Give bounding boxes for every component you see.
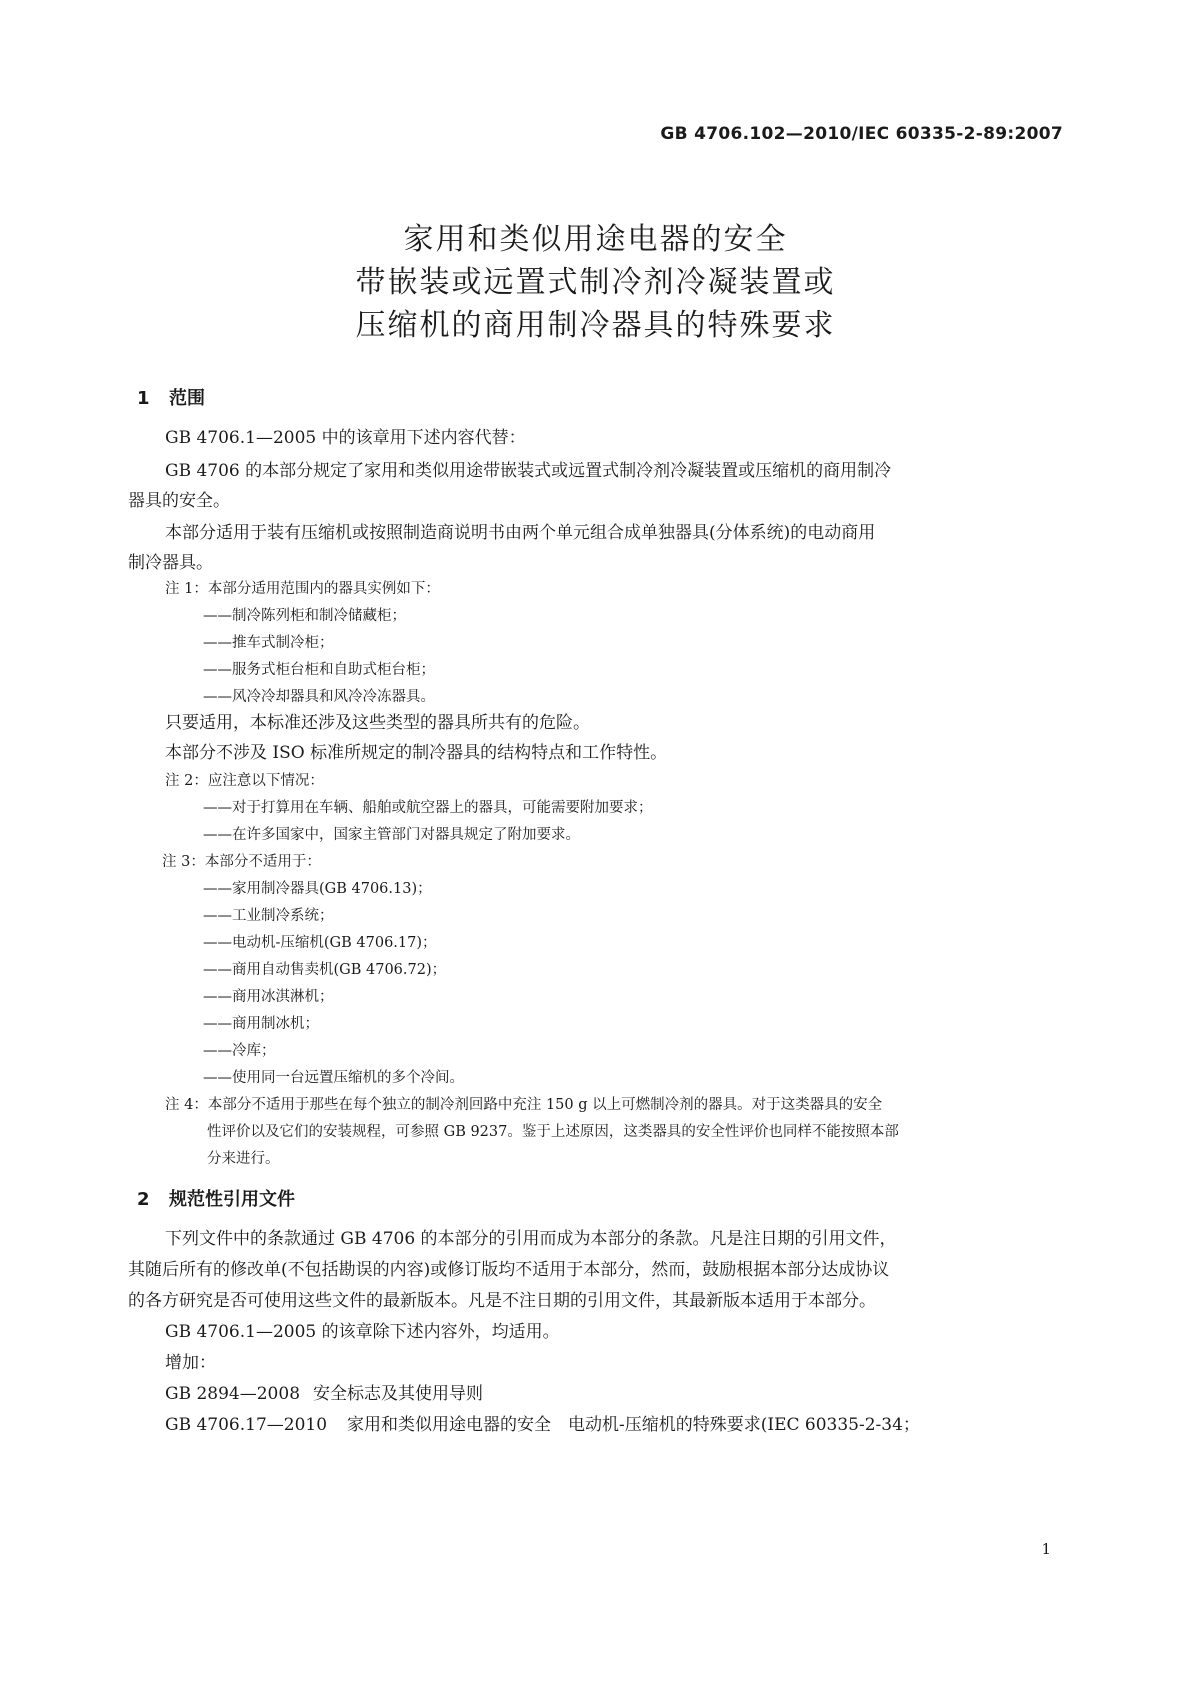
reference-entry: [165, 1410, 920, 1440]
section-2-paragraph-1-line-1: 下列文件中的条款通过 GB 4706 的本部分的引用而成为本部分的条款。凡是注日期的引用文件，: [165, 1229, 897, 1249]
note-1-label: 注 1：本部分适用范围内的器具实例如下：: [165, 581, 440, 597]
note-1-item: ——制冷陈列柜和制冷储藏柜；: [203, 608, 406, 624]
section-1-number: 1: [137, 388, 150, 409]
reference-title: 家用和类似用途电器的安全 电动机-压缩机的特殊要求(IEC 60335-2-34；: [347, 1415, 920, 1435]
section-1-paragraph-2-line-1: GB 4706 的本部分规定了家用和类似用途带嵌装式或远置式制冷剂冷凝装置或压缩机的商用制冷: [165, 461, 892, 481]
section-1-heading: [137, 384, 205, 410]
section-2-title: 规范性引用文件: [169, 1189, 295, 1210]
note-1-item: ——风冷冷却器具和风冷冷冻器具。: [203, 689, 435, 705]
title-line-3: 压缩机的商用制冷器具的特殊要求: [355, 308, 836, 343]
title-line-2: 带嵌装或远置式制冷剂冷凝装置或: [355, 265, 836, 300]
note-3-item: ——家用制冷器具(GB 4706.13)；: [203, 881, 432, 897]
note-3-item: ——商用冰淇淋机；: [203, 989, 334, 1005]
note-3-item: ——电动机-压缩机(GB 4706.17)；: [203, 935, 437, 951]
note-2-item: ——在许多国家中，国家主管部门对器具规定了附加要求。: [203, 827, 580, 843]
note-3-item: ——使用同一台远置压缩机的多个冷间。: [203, 1070, 464, 1086]
section-1-paragraph-3-line-1: 本部分适用于装有压缩机或按照制造商说明书由两个单元组合成单独器具(分体系统)的电动商用: [165, 523, 876, 543]
reference-code: GB 2894—2008: [165, 1384, 301, 1404]
note-4-line-1: 注 4：本部分不适用于那些在每个独立的制冷剂回路中充注 150 g 以上可燃制冷剂的器具。对于这类器具的安全: [165, 1097, 883, 1113]
section-2-paragraph-3: 增加：: [165, 1353, 216, 1373]
section-2-paragraph-1-line-2: 其随后所有的修改单(不包括勘误的内容)或修订版均不适用于本部分，然而，鼓励根据本部分达成协议: [128, 1260, 890, 1280]
note-2-item: ——对于打算用在车辆、船舶或航空器上的器具，可能需要附加要求；: [203, 800, 653, 816]
note-3-item: ——工业制冷系统；: [203, 908, 334, 924]
note-3-item: ——商用自动售卖机(GB 4706.72)；: [203, 962, 447, 978]
section-2-number: 2: [137, 1189, 150, 1210]
section-1-paragraph-5: 本部分不涉及 ISO 标准所规定的制冷器具的结构特点和工作特性。: [165, 743, 668, 763]
section-2-heading: [137, 1185, 295, 1211]
section-1-paragraph-1: GB 4706.1—2005 中的该章用下述内容代替：: [165, 428, 526, 448]
reference-entry: [165, 1379, 483, 1409]
title-line-1: 家用和类似用途电器的安全: [403, 222, 788, 257]
note-1-item: ——服务式柜台柜和自助式柜台柜；: [203, 662, 435, 678]
section-1-paragraph-3-line-2: 制冷器具。: [128, 553, 213, 573]
page-number: 1: [1041, 1540, 1051, 1558]
section-2-paragraph-2: GB 4706.1—2005 的该章除下述内容外，均适用。: [165, 1322, 560, 1342]
section-1-title: 范围: [169, 388, 205, 409]
standard-code: GB 4706.102—2010/IEC 60335-2-89:2007: [660, 124, 1063, 144]
note-4-line-2: 性评价以及它们的安装规程，可参照 GB 9237。鉴于上述原因，这类器具的安全性评价也同样不能按照本部: [207, 1124, 899, 1140]
section-1-paragraph-4: 只要适用，本标准还涉及这些类型的器具所共有的危险。: [165, 713, 590, 733]
section-1-paragraph-2-line-2: 器具的安全。: [128, 491, 230, 511]
note-4-line-3: 分来进行。: [207, 1151, 280, 1167]
note-3-label: 注 3：本部分不适用于：: [162, 854, 321, 870]
reference-code: GB 4706.17—2010: [165, 1415, 328, 1435]
note-1-item: ——推车式制冷柜；: [203, 635, 334, 651]
note-2-label: 注 2：应注意以下情况：: [165, 773, 324, 789]
note-3-item: ——商用制冰机；: [203, 1016, 319, 1032]
note-3-item: ——冷库；: [203, 1043, 276, 1059]
reference-title: 安全标志及其使用导则: [313, 1384, 483, 1404]
section-2-paragraph-1-line-3: 的各方研究是否可使用这些文件的最新版本。凡是不注日期的引用文件，其最新版本适用于本部分。: [128, 1291, 876, 1311]
